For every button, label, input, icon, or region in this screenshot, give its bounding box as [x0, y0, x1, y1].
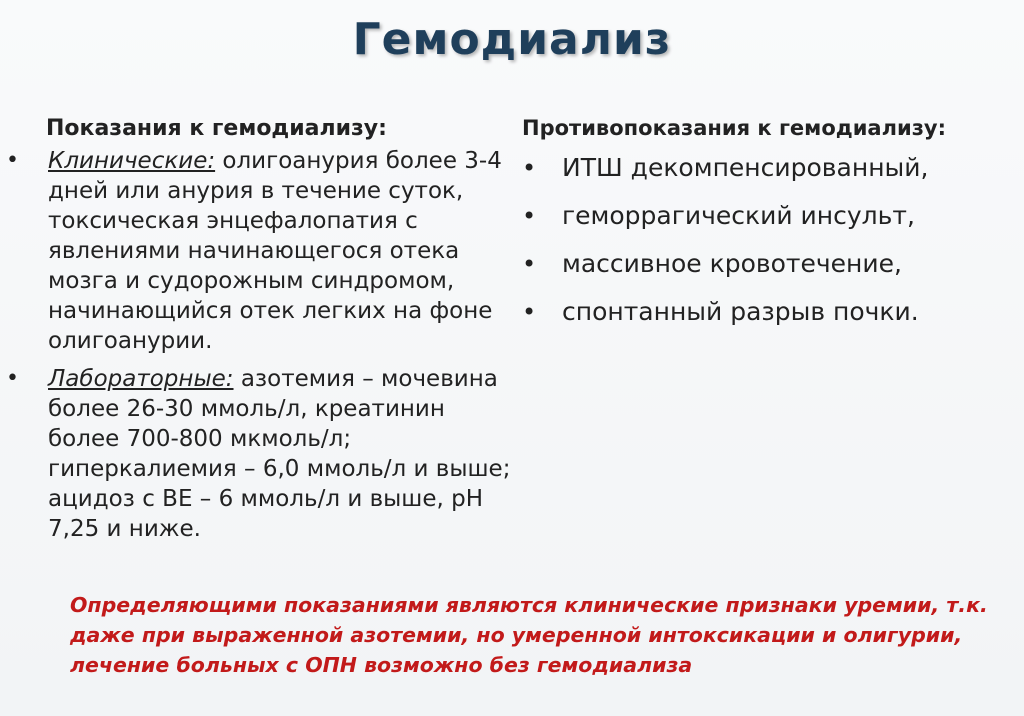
- contraindication-text: ИТШ декомпенсированный,: [562, 153, 929, 182]
- bullet-icon: •: [6, 148, 19, 173]
- indication-label-clinical: Клинические:: [48, 148, 216, 174]
- key-note: Определяющими показаниями являются клинические признаки уремии, т.к. даже при выраженной азотемии, но умеренной интоксикации и олигурии, лечение больных с ОПН возможно без гемодиализа: [70, 593, 988, 677]
- contraindication-text: геморрагический инсульт,: [562, 201, 915, 230]
- bullet-icon: •: [522, 202, 537, 230]
- contraindication-item: [518, 244, 1008, 284]
- indications-heading: Показания к гемодиализу:: [46, 116, 387, 141]
- contraindication-text: спонтанный разрыв почки.: [562, 297, 919, 326]
- bullet-icon: •: [522, 298, 537, 326]
- indication-label-laboratory: Лабораторные:: [48, 366, 234, 392]
- contraindication-item: [518, 292, 1008, 332]
- slide-title: Гемодиализ: [352, 14, 672, 65]
- contraindication-item: [518, 148, 1008, 188]
- contraindications-heading: Противопоказания к гемодиализу:: [522, 116, 946, 140]
- contraindications-list: [518, 148, 1008, 340]
- bullet-icon: •: [522, 154, 537, 182]
- indication-text-clinical: олигоанурия более 3-4 дней или анурия в течение суток, токсическая энцефалопатия с явлениями начинающегося отека мозга и судорожным синдромом, начинающийся отек легких на фоне олигоанурии.: [48, 148, 502, 354]
- bullet-icon: •: [6, 366, 19, 391]
- indication-item-clinical: [0, 146, 520, 356]
- indication-item-laboratory: [0, 364, 520, 544]
- contraindication-item: [518, 196, 1008, 236]
- contraindication-text: массивное кровотечение,: [562, 249, 902, 278]
- indications-list: [0, 146, 520, 544]
- bullet-icon: •: [522, 250, 537, 278]
- indication-text-laboratory: азотемия – мочевина более 26-30 ммоль/л, креатинин более 700-800 мкмоль/л; гиперкалиемия – 6,0 ммоль/л и выше; ацидоз с BE – 6 ммоль/л и выше, pH 7,25 и ниже.: [48, 366, 511, 542]
